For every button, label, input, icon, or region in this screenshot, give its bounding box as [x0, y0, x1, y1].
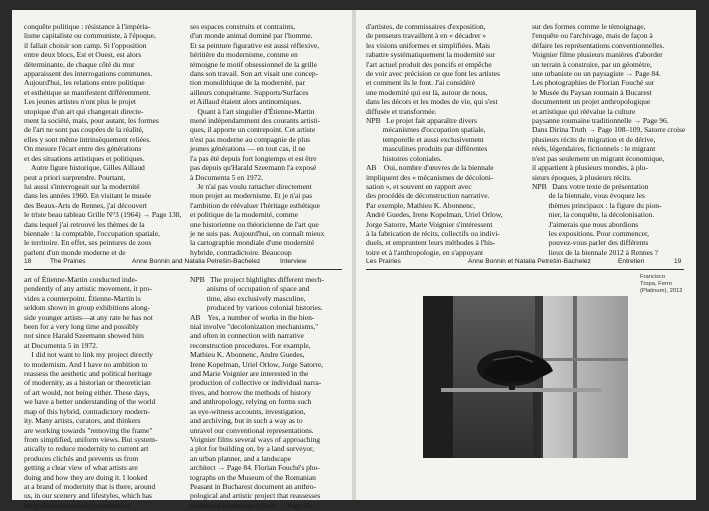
left-page-number: 18	[24, 258, 32, 265]
right-top-column-1: d'artistes, de commissaires d'exposition, de penseurs travaillent à en « décadrer » les visions uniformes et simplifiées. Mais rabattre systématiquement la modernité sur l'art actuel produit des poncifs et empêche de voir avec précision ce que font les artistes et comment ils le font. J'ai considéré une modernité qui est là, autour de nous, dans les décors et les modes de vie, qui s'est diffusée et transformée. NPB Le projet fait apparaître divers mécanismes d'occupation spatiale, temporelle et aussi exclusivement masculines produits par différentes histoires coloniales. AB Oui, nombre d'œuvres de la biennale impliquent des « mécanismes de décoloni- sation », et souvent en rapport avec des procédés de déconstruction narrative. Par exemple, Mathieu K. Abonnenc, André Guedes, Irene Kopelman, Uriel Orlow, Jorge Satorre, Marie Voignier s'intéressent à la fabrication de récits, collectifs ou indivi- duels, et empruntent leurs méthodes à l'his- toire et à l'anthropologie, en s'appuyant	[366, 22, 503, 257]
left-page	[12, 10, 352, 510]
left-top-column-1: conquête politique : résistance à l'impéria- lisme capitaliste ou communiste, à l'époque, il fallait choisir son camp. Si l'opposition entre deux blocs, Est et Ouest, est alors déterminante, de chaque côté du mur apparaissent des interrogations communes. Aujourd'hui, les relations entre politique et esthétique se manifestent différemment. Les jeunes artistes n'ont plus le projet utopique d'un art qui changerait directe- ment la société, mais, pour autant, les formes de l'art ne sont pas coupées de la réalité, elles y sont même intrinsèquement reliées. On mesure l'écart entre des générations et des situations artistiques et politiques. Autre figure historique, Gilles Aillaud peut a priori surprendre. Pourtant, lui aussi s'interrogeait sur la modernité dans les années 1960. En visitant le musée des Beaux-Arts de Rennes, j'ai découvert le triste beau tableau Grille N°3 (1964) → Page 138, dans lequel j'ai retrouvé les thèmes de la biennale : la comptable, l'occupation spatiale, le territoire. En effet, ses peintures de zoos parlent d'un monde moderne et de	[24, 22, 182, 257]
right-top-column-2: sur des formes comme le témoignage, l'enquête ou l'archivage, mais de façon à défaire les représentations conventionnelles. Voignier filme plusieurs manières d'aborder un terrain à construire, par un géomètre, une urbaniste ou un paysagiste → Page 84. Les photographies de Florian Fouché sur le Musée du Paysan roumain à Bucarest documentent un projet anthropologique et artistique qui réévalue la culture paysanne roumaine traditionnelle → Page 96. Dans Dirina Truth → Page 108–109, Satorre croise plusieurs récits de migration et de dérive, réels, légendaires, fictionnels : le migrant n'est pas seulement un migrant économique, il appartient à plusieurs mondes, à plu- sieurs époques, à plusieurs récits. NPB Dans votre texte de présentation de la biennale, vous évoquez les thèmes principaux : la figure du pion- nier, la conquête, la décolonisation. J'aimerais que nous abordions les expositions. Pour commencer, pouvez-vous parler des différents lieux de la biennale 2012 à Rennes ?	[532, 22, 686, 257]
right-authors: Anne Bonnin et Natalia Petrešin-Bachelez	[468, 258, 591, 265]
left-bottom-column-2: NPB The project highlights different mech- anisms of occupation of space and time, also exclusively masculine, produced by various colonial histories. AB Yes, a number of works in the bien- nial involve "decolonization mechanisms," and often in connection with narrative reconstruction procedures. For example, Mathieu K. Abonnenc, Andre Guedes, Irene Kopelman, Uriel Orlow, Jorge Satorre, and Marie Voignier are interested in the production of collective or individual narra- tives, and borrow the methods of history and anthropology, relying on forms such as eye-witness accounts, investigation, and archiving, but in such a way as to unravel our conventional representations. Voignier films several ways of approaching a plot for building on, by a land surveyor, an urban planner, and a landscape architect → Page 84. Florian Fouché's pho- tographs on the Museum of the Romanian Peasant in Bucharest document an anthro- pological and artistic project that reassesses traditional Romanian culture → Page 96.	[190, 275, 324, 510]
left-kind: Interview	[280, 258, 307, 265]
right-kind: Entretien	[618, 258, 645, 265]
right-section-title: Les Prairies	[366, 258, 401, 265]
photo-caption: Francisco Tropa, Ferro (Platinum), 2012	[640, 274, 683, 294]
right-page-number: 19	[674, 258, 682, 265]
right-head-rule	[366, 269, 684, 270]
artwork-photo-image	[423, 296, 628, 458]
left-section-title: The Prairies	[50, 258, 86, 265]
left-top-column-2: ses espaces construits et contraints, d'un monde animal dominé par l'homme. Et sa peinture figurative est aussi réflexive, héritière du modernisme, comme en témoigne le motif obsessionnel de la grille dans son travail. Son art visait une concep- tion monolithique de la modernité, par ailleurs conquérante. Supports/Surfaces et Aillaud étaient alors antinomiques. Quant à l'art singulier d'Étienne-Martin mené indépendamment des courants artisti- ques, il apporte un contrepoint. Cet artiste n'est pas moderne au compagnie de plus jeunes générations — en tout cas, il ne l'a pas été depuis fort longtemps et est être pas depuis qu'Harald Szeemann l'a exposé à Documenta 5 en 1972. Je n'ai pas voulu rattacher directement mon projet au modernisme. Et je n'ai pas l'ambition de réévaluer l'héritage esthétique et politique de la modernité, comme une historienne ou théoricienne de l'art que je ne suis pas. Aujourd'hui, on connaît mieux la cartographie mondiale d'une modernité hybride, contradictoire. Beaucoup	[190, 22, 325, 257]
left-head-rule	[24, 269, 342, 270]
right-page	[356, 10, 696, 500]
artwork-photograph	[423, 296, 628, 458]
left-authors: Anne Bonnin and Natalia Petrešin-Bachelez	[132, 258, 261, 265]
left-bottom-column-1: art of Étienne-Martin conducted inde- pendently of any artistic movement, it pro- vides a counterpoint. Étienne-Martin is seldom shown in group exhibitions along- side younger artists—at any rate he has not been for a very long time and possibly not since Harald Szeemann showed him at Documenta 5 in 1972. I did not want to link my project directly to modernism. And I have no ambition to reassess the aesthetic and political heritage of modernity, as a historian or theoretician of art would, not being either. These days, we have a better understanding of the world map of this hybrid, contradictory modern- ity. Many artists, curators, and thinkers are working towards "removing the frame" from simplified, uniform views. But system- atically to reduce modernity to current art produces clichés and prevents us from getting a clear view of what artists are doing and how they are doing it. I looked at a brand of modernity that is there, around us, in our scenery and lifestyles, which has been disseminated and transformed.	[24, 275, 158, 510]
